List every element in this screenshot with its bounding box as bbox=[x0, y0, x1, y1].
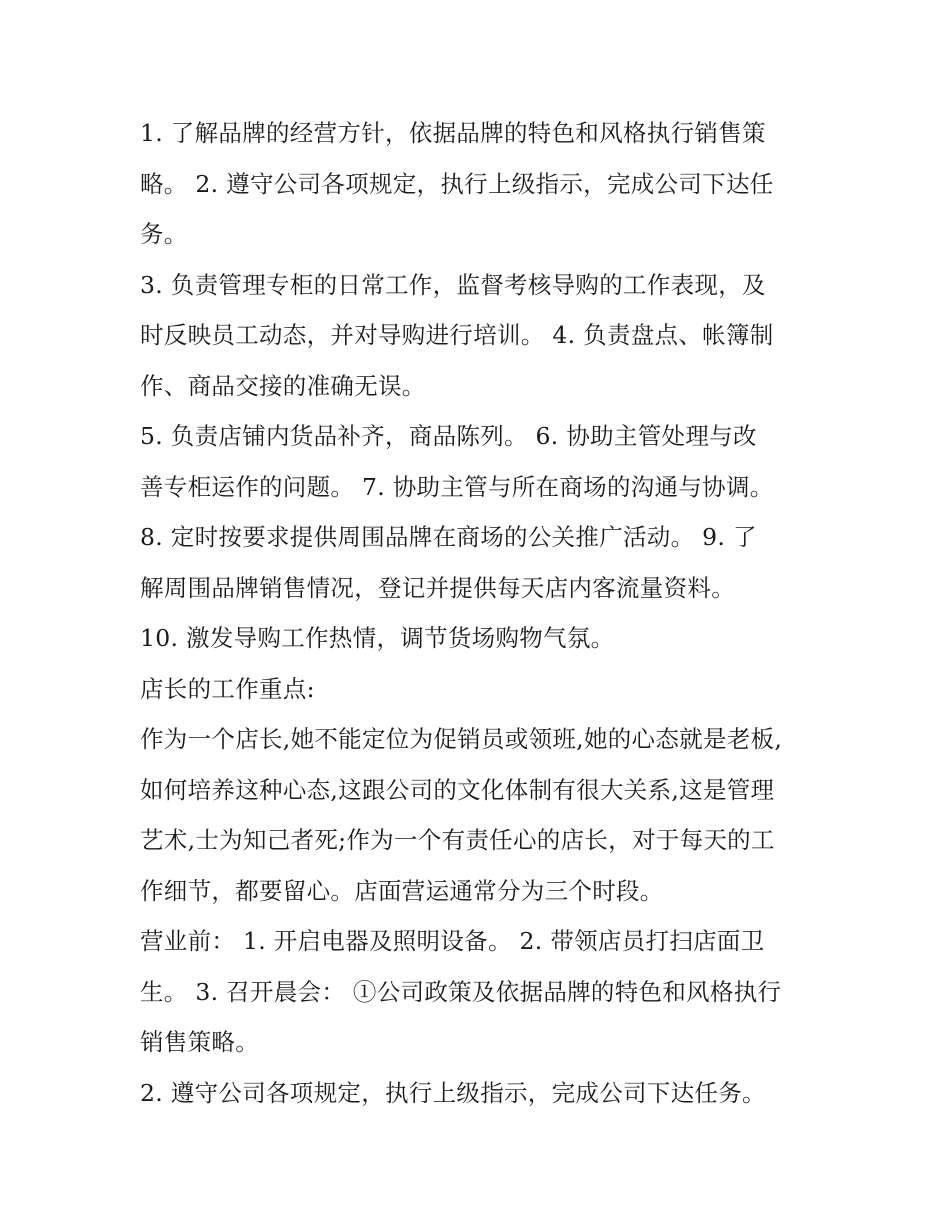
text-line: 务。 bbox=[140, 220, 188, 248]
text-line: 2. 遵守公司各项规定，执行上级指示，完成公司下达任务。 bbox=[140, 1078, 766, 1107]
text-line: 10. 激发导购工作热情，调节货场购物气氛。 bbox=[140, 624, 615, 652]
text-line: 销售策略。 bbox=[140, 1028, 259, 1056]
text-line: 5. 负责店铺内货品补齐，商品陈列。 6. 协助主管处理与改 bbox=[140, 422, 757, 450]
text-line: 善专柜运作的问题。 7. 协助主管与所在商场的沟通与协调。 bbox=[140, 472, 774, 501]
text-line: 3. 负责管理专柜的日常工作，监督考核导购的工作表现，及 bbox=[140, 270, 766, 299]
text-line: 时反映员工动态，并对导购进行培训。 4. 负责盘点、帐簿制 bbox=[140, 321, 774, 349]
text-line: 生。 3. 召开晨会： ①公司政策及依据品牌的特色和风格执行 bbox=[140, 977, 782, 1006]
text-line: 8. 定时按要求提供周围品牌在商场的公关推广活动。 9. 了 bbox=[140, 523, 757, 551]
text-line: 解周围品牌销售情况，登记并提供每天店内客流量资料。 bbox=[140, 573, 735, 602]
text-line: 如何培养这种心态,这跟公司的文化体制有很大关系,这是管理 bbox=[140, 775, 775, 804]
text-line: 略。 2. 遵守公司各项规定，执行上级指示，完成公司下达任 bbox=[140, 169, 774, 198]
section-heading: 店长的工作重点: bbox=[140, 674, 315, 703]
text-line: 1. 了解品牌的经营方针，依据品牌的特色和风格执行销售策 bbox=[140, 119, 766, 147]
document-body bbox=[140, 108, 820, 1118]
text-line: 营业前： 1. 开启电器及照明设备。 2. 带领店员打扫店面卫 bbox=[140, 927, 765, 955]
text-line: 作、商品交接的准确无误。 bbox=[140, 371, 426, 400]
text-line: 艺术,士为知己者死;作为一个有责任心的店长，对于每天的工 bbox=[140, 826, 775, 854]
text-line: 作细节，都要留心。店面营运通常分为三个时段。 bbox=[140, 876, 664, 905]
text-line: 作为一个店长,她不能定位为促销员或领班,她的心态就是老板, bbox=[140, 725, 783, 753]
